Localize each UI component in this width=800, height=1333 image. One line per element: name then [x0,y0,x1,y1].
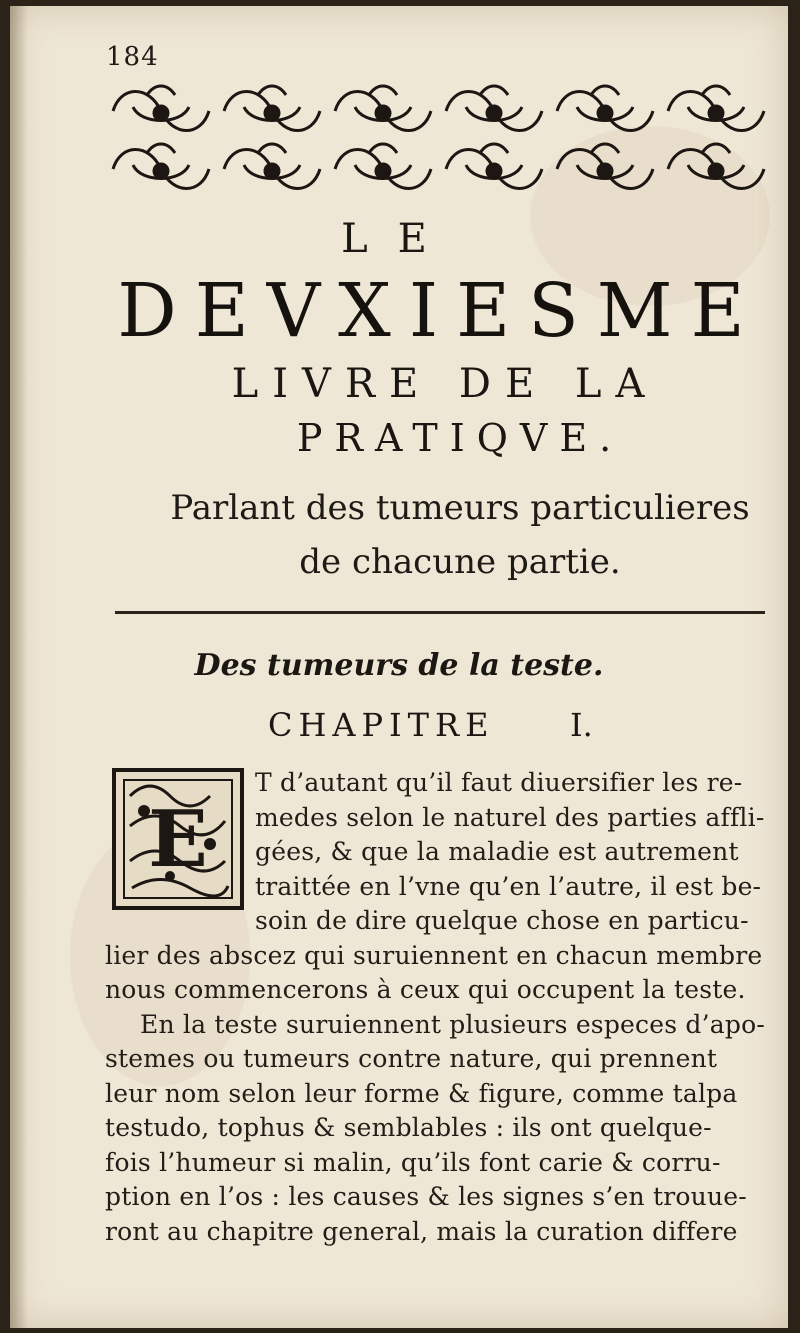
body-text-line: stemes ou tumeurs contre nature, qui prennent [105,1044,718,1073]
ornament-dot [598,164,612,178]
ornament-dot [709,106,723,120]
ornament-dot [487,106,501,120]
page-number: 184 [106,42,159,72]
body-text-line: leur nom selon leur forme & figure, comme talpa [105,1078,738,1108]
body-text-line: testudo, tophus & semblables : ils ont quelque- [105,1113,712,1142]
body-text-line: En la teste suruiennent plusieurs especes d’apo- [140,1009,765,1039]
book-subtitle [140,481,780,589]
body-text-line: gées, & que la maladie est autrement [255,837,739,866]
divider-rule [115,611,765,614]
ornament-dot [265,106,279,120]
title-le: LE [341,216,457,262]
ornament-header-band [106,81,770,199]
chapter-label: CHAPITRE [268,706,495,744]
ornament-dot [154,164,168,178]
body-text-line: medes selon le naturel des parties affli- [255,802,765,832]
book-title: DEVXIESME [117,268,763,354]
body-text-line: ption en l’os : les causes & les signes s’en trouue- [105,1182,747,1211]
subtitle-line-1: Parlant des tumeurs particulieres [170,488,750,528]
ornament-dot [154,106,168,120]
book-title-line3: PRATIQVE. [296,416,624,460]
decorated-initial [110,766,246,912]
book-page [10,6,788,1328]
ornament-dot [376,106,390,120]
body-text-line: soin de dire quelque chose en particu- [255,906,749,935]
ornament-dot [598,106,612,120]
ornament-dot [376,164,390,178]
chapter-number: I. [570,706,593,744]
section-title: Des tumeurs de la teste. [194,648,604,683]
dropcap-letter: E [148,794,208,885]
body-text-line: lier des abscez qui suruiennent en chacun membre [105,940,763,970]
ornament-dot [709,164,723,178]
body-text-line: nous commencerons à ceux qui occupent la teste. [105,975,746,1004]
subtitle-line-2: de chacune partie. [299,542,621,582]
ornament-dot [265,164,279,178]
body-text-line: fois l’humeur si malin, qu’ils font carie & corru- [105,1147,721,1177]
book-title-line2: LIVRE DE LA [231,361,659,407]
body-text-line: ront au chapitre general, mais la curation differe [105,1216,738,1246]
body-text-line: T d’autant qu’il faut diuersifier les re- [255,768,743,797]
body-text-line: traittée en l’vne qu’en l’autre, il est be- [255,871,762,901]
ornament-dot [487,164,501,178]
